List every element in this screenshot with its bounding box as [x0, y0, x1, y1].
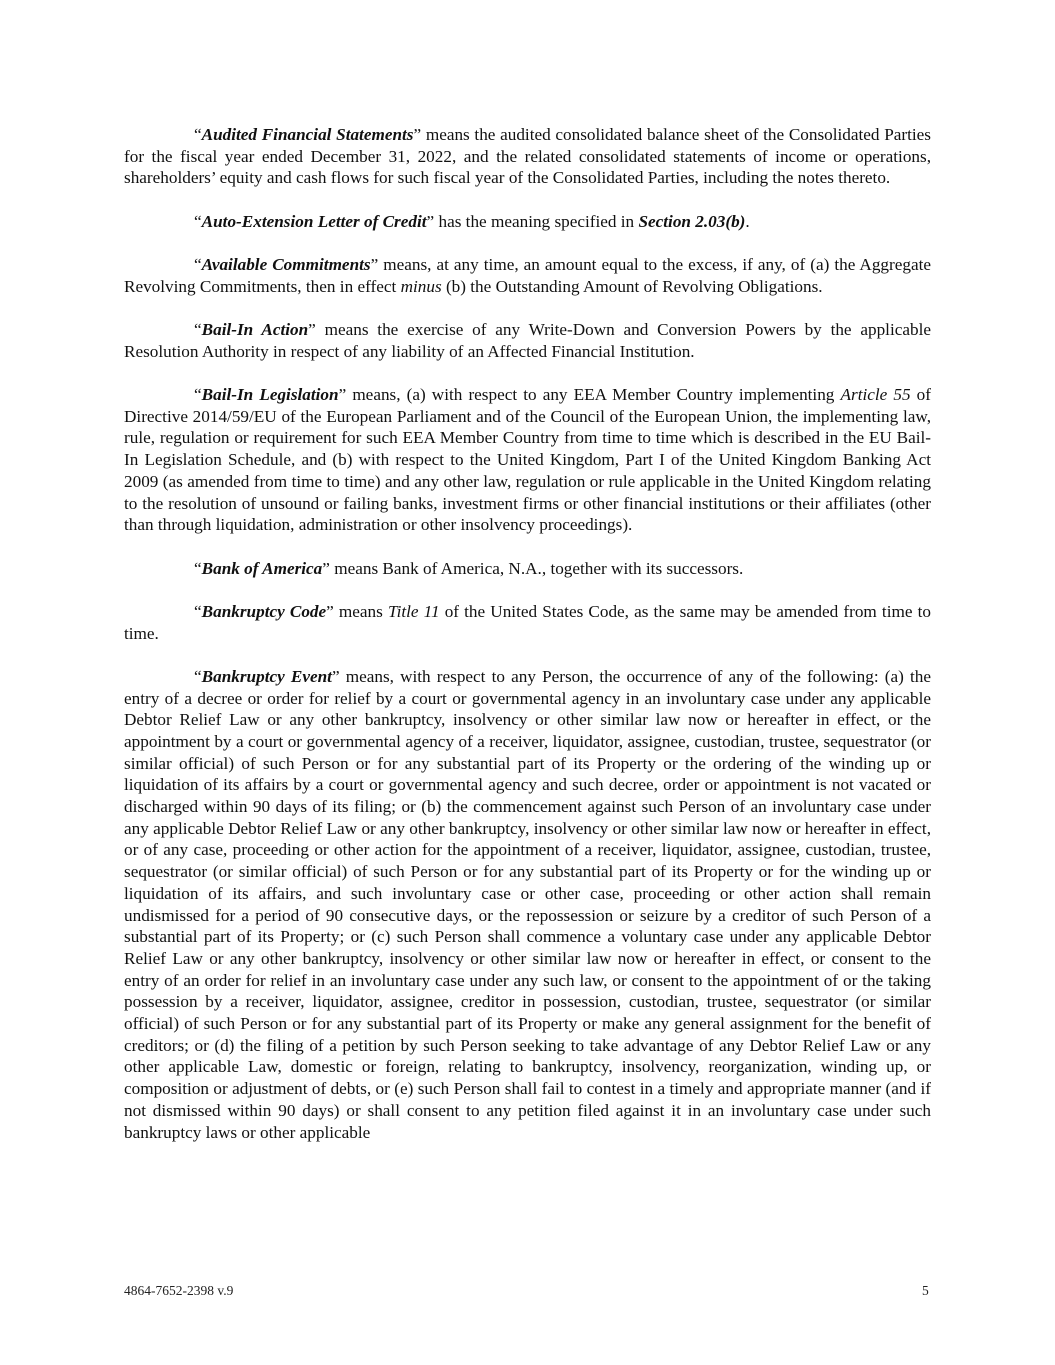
definition-auto-extension-letter-of-credit: “Auto-Extension Letter of Credit” has the meaning specified in Section 2.03(b). [194, 211, 750, 231]
definition-bail-in-legislation: “Bail-In Legislation” means, (a) with respect to any EEA Member Country implementing Article 55 of Directive 2014/59/EU of the European Parliament and of the Council of the European Union, the implementing law, rule, regulation or requirement for such EEA Member Country from time to time which is described in the EU Bail-In Legislation Schedule, and (b) with respect to the United Kingdom, Part I of the United Kingdom Banking Act 2009 (as amended from time to time) and any other law, regulation or rule applicable in the United Kingdom relating to the resolution of unsound or failing banks, investment firms or other financial institutions or their affiliates (other than through liquidation, administration or other insolvency proceedings). [124, 385, 931, 535]
definition-bank-of-america: “Bank of America” means Bank of America, N.A., together with its successors. [194, 558, 744, 578]
section-reference: Section 2.03(b) [638, 211, 746, 231]
definition-bankruptcy-code: “Bankruptcy Code” means Title 11 of the United States Code, as the same may be amended from time to time. [124, 601, 931, 643]
document-body [124, 124, 931, 1165]
definition-bankruptcy-event: “Bankruptcy Event” means, with respect to any Person, the occurrence of any of the following: (a) the entry of a decree or order for relief by a court or governmental agency in an involuntary case under any applicable Debtor Relief Law or any other bankruptcy, insolvency or other similar law now or hereafter in effect, or the appointment by a court or governmental agency of a receiver, liquidator, assignee, custodian, trustee, sequestrator (or similar official) of such Person or for any substantial part of its Property or the ordering of the winding up or liquidation of its affairs by a court or governmental agency and such decree, order or appointment is not vacated or discharged within 90 days of its filing; or (b) the commencement against such Person of an involuntary case under any applicable Debtor Relief Law or any other bankruptcy, insolvency or other similar law now or hereafter in effect, or of any case, proceeding or other action for the appointment of a receiver, liquidator, assignee, custodian, trustee, sequestrator (or similar official) of such Person or for any substantial part of its Property or for the winding up or liquidation of its affairs, and such involuntary case or other case, proceeding or other action shall remain undismissed for a period of 90 consecutive days, or the repossession or seizure by a creditor of such Person of a substantial part of its Property; or (c) such Person shall commence a voluntary case under any applicable Debtor Relief Law or any other bankruptcy, insolvency or other similar law now or hereafter in effect, or consent to the entry of an order for relief in an involuntary case under any such law, or consent to the appointment of or the taking possession by a receiver, liquidator, assignee, creditor in possession, custodian, trustee, sequestrator (or similar official) of such Person or for any substantial part of its Property or make any general assignment for the benefit of creditors; or (d) the filing of a petition by such Person seeking to take advantage of any Debtor Relief Law or any other applicable Law, domestic or foreign, relating to bankruptcy, insolvency, reorganization, winding up, or composition or adjustment of debts, or (e) such Person shall fail to contest in a timely and appropriate manner (and if not dismissed within 90 days) or shall consent to any petition filed against it in an involuntary case under such bankruptcy laws or other applicable [124, 666, 932, 1142]
defined-term: Audited Financial Statements [201, 125, 414, 144]
defined-term: Available Commitments [201, 255, 371, 274]
defined-term: Bail-In Legislation [201, 385, 339, 404]
italic-text: Article 55 [840, 385, 911, 404]
definition-available-commitments: “Available Commitments” means, at any time, an amount equal to the excess, if any, of (a) the Aggregate Revolving Commitments, then in effect minus (b) the Outstanding Amount of Revolving Obligations. [124, 255, 931, 296]
defined-term: Auto-Extension Letter of Credit [201, 211, 427, 231]
definition-text: means the exercise of any Write-Down and Conversion Powers by the applicable Resolution Authority in respect of any liability of an Affected Financial Institution. [124, 320, 931, 361]
defined-term: Bankruptcy Event [201, 666, 332, 686]
definition-text: means the audited consolidated balance sheet of the Consolidated Parties for the fiscal year ended December 31, 2022, and the related consolidated statements of income or operations, shareholders’ equity and cash flows for such fiscal year of the Consolidated Parties, including the notes thereto. [124, 125, 931, 188]
italic-text: minus [400, 276, 442, 296]
defined-term: Bankruptcy Code [201, 601, 327, 621]
definition-text: means, (a) with respect to any EEA Member Country implementing [346, 385, 841, 404]
definition-text: means [333, 601, 388, 621]
definition-text: means, at any time, an amount equal to the excess, if any, of (a) the Aggregate Revolving Commitments, then in effect [124, 255, 931, 296]
definition-text: means Bank of America, N.A., together with its successors. [329, 558, 744, 578]
document-id: 4864-7652-2398 v.9 [124, 1283, 234, 1298]
defined-term: Bank of America [201, 558, 323, 578]
definition-bail-in-action: “Bail-In Action” means the exercise of any Write-Down and Conversion Powers by the applicable Resolution Authority in respect of any liability of an Affected Financial Institution. [124, 320, 931, 361]
definition-text: has the meaning specified in [434, 211, 639, 231]
defined-term: Bail-In Action [201, 320, 309, 339]
italic-text: Title 11 [387, 601, 440, 621]
definition-text: means, with respect to any Person, the occurrence of any of the following: (a) the entry of a decree or order for relief by a court or governmental agency in an involuntary case under any applicable Debtor Relief Law or any other bankruptcy, insolvency or other similar law now or hereafter in effect, or the appointment by a court or governmental agency of a receiver, liquidator, assignee, custodian, trustee, sequestrator (or similar official) of such Person or for any substantial part of its Property or the ordering of the winding up or liquidation of its affairs by a court or governmental agency and such decree, order or appointment is not vacated or discharged within 90 days of its filing; or (b) the commencement against such Person of an involuntary case under any applicable Debtor Relief Law or any other bankruptcy, insolvency or other similar law now or hereafter in effect, or of any case, proceeding or other action for the appointment of a receiver, liquidator, assignee, custodian, trustee, sequestrator (or similar official) of such Person or for any substantial part of its Property or for the winding up or liquidation of its affairs, and such involuntary case or other case, proceeding or other action shall remain undismissed for a period of 90 consecutive days, or the repossession or seizure by a creditor of such Person of a substantial part of its Property; or (c) such Person shall commence a voluntary case under any applicable Debtor Relief Law or any other bankruptcy, insolvency or other similar law now or hereafter in effect, or consent to the entry of an order for relief in an involuntary case under any such law, or consent to the appointment of or the taking possession by a receiver, liquidator, assignee, creditor in possession, custodian, trustee, sequestrator (or similar official) of such Person or for any substantial part of its Property or make any general assignment for the benefit of creditors; or (d) the filing of a petition by such Person seeking to take advantage of any Debtor Relief Law or any other applicable Law, domestic or foreign, relating to bankruptcy, insolvency, reorganization, winding up, or composition or adjustment of debts, or (e) such Person shall fail to contest in a timely and appropriate manner (and if not dismissed within 90 days) or shall consent to any petition filed against it in an involuntary case under such bankruptcy laws or other applicable [124, 666, 932, 1142]
page-number: 5 [922, 1283, 929, 1298]
definition-audited-financial-statements: “Audited Financial Statements” means the audited consolidated balance sheet of the Consolidated Parties for the fiscal year ended December 31, 2022, and the related consolidated statements of income or operations, shareholders’ equity and cash flows for such fiscal year of the Consolidated Parties, including the notes thereto. [124, 125, 931, 188]
